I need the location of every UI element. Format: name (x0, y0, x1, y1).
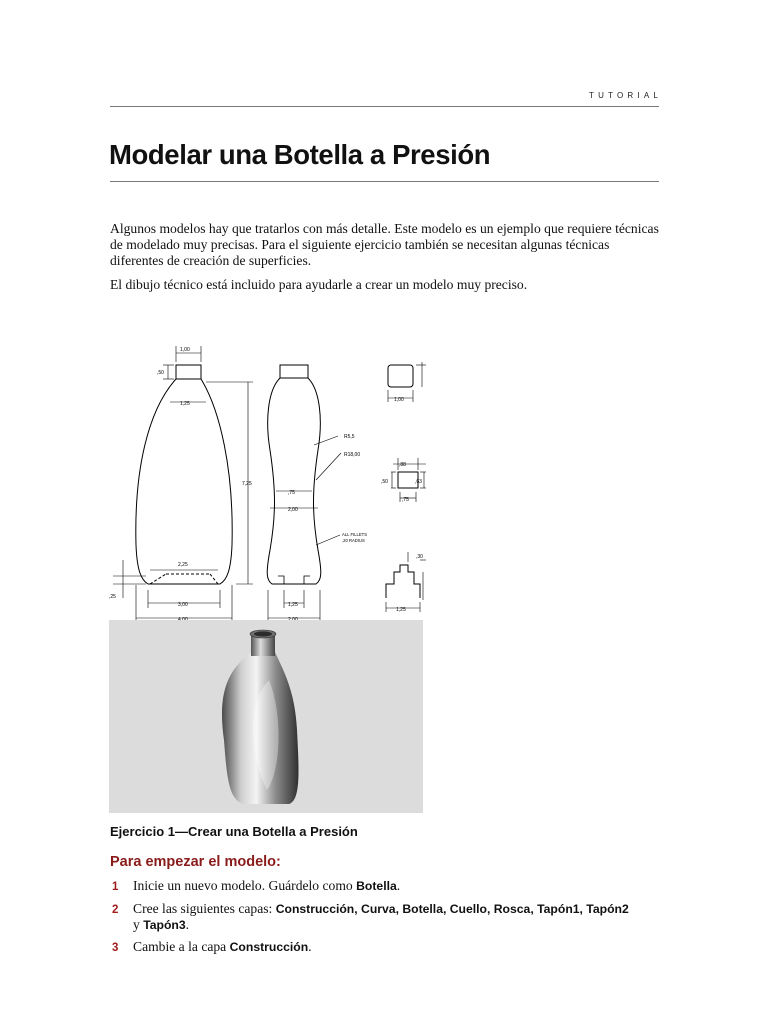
step-bold-2: Tapón3 (143, 918, 186, 932)
dim-top-width: 1,00 (180, 347, 190, 353)
dim-detail-right: ,63 (415, 479, 422, 485)
exercise-title: Ejercicio 1—Crear una Botella a Presión (110, 824, 358, 839)
header-label: TUTORIAL (589, 91, 663, 100)
step-3 (110, 939, 670, 957)
dim-base-inner: 2,25 (178, 562, 188, 568)
dim-total-height: 7,25 (242, 481, 252, 487)
dim-base-offset: ,25 (109, 594, 116, 600)
step-text: Cree las siguientes capas: (133, 901, 276, 916)
step-text: Inicie un nuevo modelo. Guárdelo como (133, 878, 357, 893)
dim-neck-height: ,50 (157, 370, 164, 376)
step-after: . (308, 939, 312, 954)
detail-thread (386, 565, 420, 598)
title-rule (110, 181, 659, 182)
step-number: 3 (112, 942, 119, 954)
dim-fillets-line1: ALL FILLETS (342, 532, 367, 537)
dim-side-width: 2,00 (288, 507, 298, 513)
rendered-bottle-image (109, 620, 423, 813)
dim-detail-bottom: ,75 (402, 497, 409, 503)
dim-side-waist: ,75 (288, 490, 295, 496)
side-view-bottle (267, 365, 321, 584)
detail-cap (388, 365, 413, 387)
step-2 (110, 901, 670, 937)
step-number: 2 (112, 904, 119, 916)
intro-paragraph-2: El dibujo técnico está incluido para ayudarle a crear un modelo muy preciso. (110, 277, 528, 292)
dim-radius-1: R5,5 (344, 434, 355, 440)
dim-detail3-top: ,30 (416, 554, 423, 560)
page-title: Modelar una Botella a Presión (109, 139, 491, 170)
technical-drawing (108, 340, 438, 622)
header-rule (110, 106, 659, 107)
dim-detail3-width: 1,25 (396, 607, 406, 613)
step-after: . (185, 917, 190, 932)
step-text: Cambie a la capa (133, 939, 230, 954)
step-bold: Construcción (229, 940, 309, 954)
step-bold: Construcción, Curva, Botella, Cuello, Rosca, Tapón1, Tapón2 (275, 902, 629, 916)
dim-fillets-line2: ,20 RADIUS (342, 538, 365, 543)
step-mid: y (133, 917, 144, 932)
front-view-bottle (136, 365, 232, 584)
dim-side-base: 1,25 (288, 602, 298, 608)
step-number: 1 (112, 881, 119, 893)
dim-base-width: 3,00 (178, 602, 188, 608)
step-after: . (396, 878, 401, 893)
step-bold: Botella (356, 879, 397, 893)
intro-paragraph-1: Algunos modelos hay que tratarlos con más detalle. Este modelo es un ejemplo que requiere técnicas de modelado muy precisas. Para el siguiente ejercicio también se necesitan algunas técnicas diferentes de creación de superficies. (110, 221, 659, 268)
dim-cap-width: 1,00 (394, 397, 404, 403)
dim-radius-2: R18,00 (344, 452, 361, 458)
dim-detail-top: ,88 (399, 462, 406, 468)
dim-detail-left: ,50 (381, 479, 388, 485)
dim-neck-width: 1,25 (180, 401, 190, 407)
step-1 (110, 878, 670, 896)
exercise-subtitle: Para empezar el modelo: (110, 854, 281, 870)
